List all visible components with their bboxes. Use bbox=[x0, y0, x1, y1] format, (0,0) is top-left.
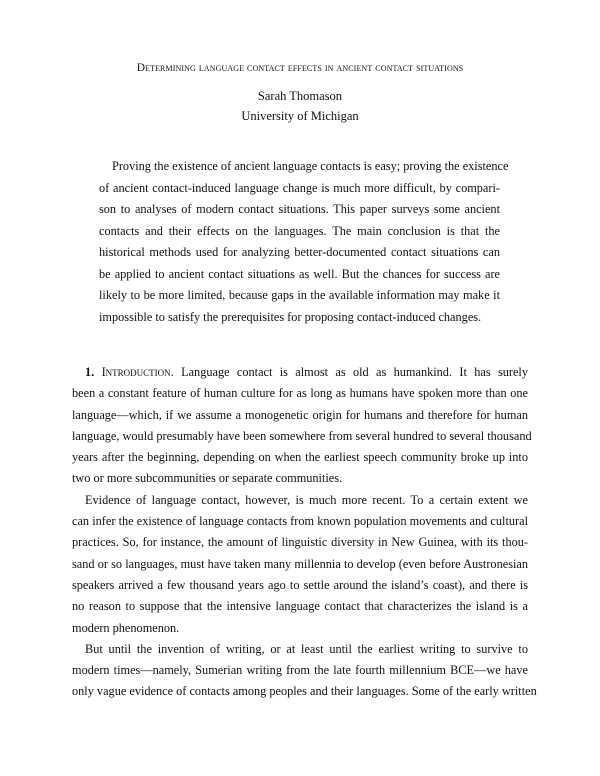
paragraph-line: years after the beginning, depending on when the earliest speech community broke up into bbox=[72, 450, 528, 465]
paragraph-line: no reason to suppose that the intensive language contact that characterizes the island is a bbox=[72, 599, 528, 614]
paragraph-line: can infer the existence of language contacts from known population movements and cultural bbox=[72, 514, 528, 529]
abstract-line: impossible to satisfy the prerequisites for proposing contact-induced changes. bbox=[99, 309, 482, 324]
abstract-line: of ancient contact-induced language change is much more difficult, by compari- bbox=[99, 180, 500, 195]
paragraph-line: sand or so languages, must have taken many millennia to develop (even before Austronesian bbox=[72, 556, 528, 571]
paper-affiliation: University of Michigan bbox=[241, 109, 359, 123]
section-heading-line bbox=[72, 362, 528, 383]
abstract-line: son to analyses of modern contact situations. This paper surveys some ancient bbox=[99, 202, 500, 216]
paragraph-line: Evidence of language contact, however, is much more recent. To a certain extent we bbox=[85, 492, 528, 507]
paper-title: Determining language contact effects in ancient contact situations bbox=[136, 62, 464, 74]
paragraph-line: modern times—namely, Sumerian writing from the late fourth millennium BCE—we have bbox=[72, 663, 528, 678]
paragraph-line: But until the invention of writing, or at least until the earliest writing to survive to bbox=[85, 641, 528, 656]
paragraph-line: two or more subcommunities or separate communities. bbox=[72, 471, 343, 486]
paragraph-line: modern phenomenon. bbox=[72, 620, 180, 635]
paragraph-line: language, would presumably have been somewhere from several hundred to several thousand bbox=[72, 428, 532, 443]
paragraph-line: been a constant feature of human culture for as long as humans have spoken more than one bbox=[72, 386, 528, 401]
abstract-line: likely to be more limited, because gaps in the available information may make it bbox=[99, 288, 500, 302]
abstract bbox=[99, 156, 509, 328]
paragraph-line: practices. So, for instance, the amount of linguistic diversity in New Guinea, with its thou- bbox=[72, 535, 528, 550]
paragraph-line: speakers arrived a few thousand years ago to settle around the island’s coast), and there is bbox=[72, 577, 528, 592]
paper-author: Sarah Thomason bbox=[257, 89, 343, 103]
abstract-line: Proving the existence of ancient language contacts is easy; proving the existence bbox=[112, 159, 509, 173]
section-first-line-text: Language contact is almost as old as humankind. It has surely bbox=[173, 365, 528, 379]
section-title: Introduction. bbox=[101, 365, 174, 379]
abstract-line: historical methods used for analyzing better-documented contact situations can bbox=[99, 245, 500, 259]
paragraph-line: only vague evidence of contacts among peoples and their languages. Some of the early written bbox=[72, 684, 537, 699]
body-text bbox=[72, 362, 537, 703]
abstract-line: be applied to ancient contact situations as well. But the chances for success are bbox=[99, 266, 500, 281]
section-number: 1. bbox=[85, 365, 95, 379]
abstract-line: contacts and their effects on the languages. The main conclusion is that the bbox=[99, 223, 500, 238]
paragraph-line: language—which, if we assume a monogenetic origin for humans and therefore for human bbox=[72, 407, 528, 422]
